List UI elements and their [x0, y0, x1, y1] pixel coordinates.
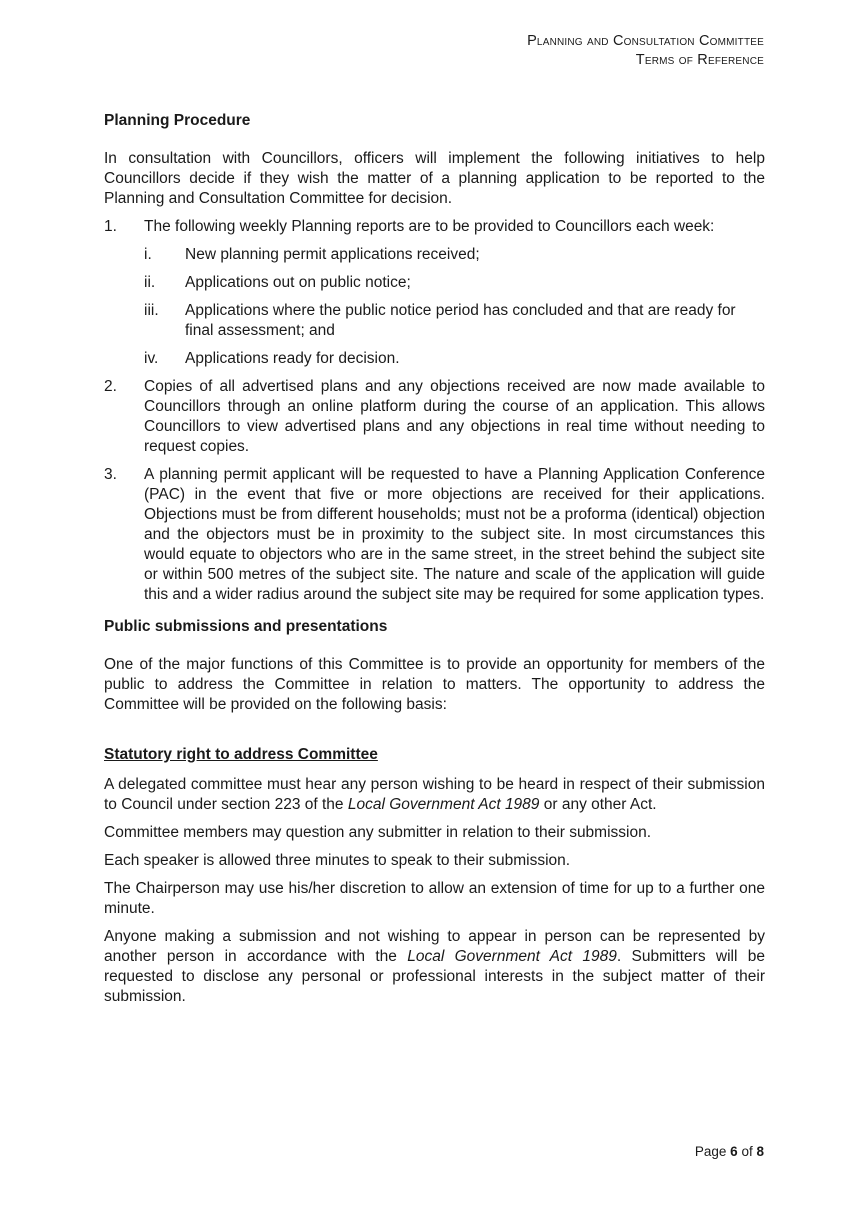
statutory-right-paragraph-5 [104, 927, 765, 1007]
statutory-right-paragraph-3: Each speaker is allowed three minutes to speak to their submission. [104, 852, 571, 869]
paragraph-text: or any other Act. [539, 796, 657, 813]
sub-list-item-text: Applications out on public notice; [185, 274, 411, 291]
list-item-number: 3. [104, 466, 117, 483]
planning-procedure-list [104, 217, 765, 605]
statutory-right-paragraph-1 [104, 775, 765, 815]
sub-list-item-number: iii. [144, 302, 159, 319]
list-item [104, 377, 765, 457]
sub-list-item-number: i. [144, 246, 152, 263]
list-item-text: Copies of all advertised plans and any objections received are now made available to Councillors through an online platform during the course of an application. This allows Councillors to view advertised plans and any objections in real time without needing to request copies. [144, 378, 765, 455]
sub-list-item [144, 245, 765, 265]
sub-list-item-number: ii. [144, 274, 156, 291]
sub-list-item [144, 349, 765, 369]
page-label: Page [694, 1144, 727, 1159]
statutory-right-paragraph-2: Committee members may question any submitter in relation to their submission. [104, 824, 652, 841]
page-header [527, 32, 764, 70]
sub-list-item [144, 273, 765, 293]
page-footer [695, 1144, 764, 1159]
sub-list-item-text: Applications ready for decision. [185, 350, 400, 367]
list-item-text: A planning permit applicant will be requested to have a Planning Application Conference (PAC) in the event that five or more objections are received for their applications. Objections must be from different households; must not be a proforma (identical) objection and the objectors must be in proximity to the subject site. In most circumstances this would equate to objectors who are in the same street, in the street behind the subject site or within 500 metres of the subject site. The nature and scale of the application will guide this and a wider radius around the subject site may be required for some application types. [144, 466, 765, 603]
planning-procedure-intro: In consultation with Councillors, officers will implement the following initiatives to help Councillors decide if they wish the matter of a planning application to be reported to the Planning and Consultation Committee for decision. [104, 150, 765, 207]
current-page-number: 6 [730, 1144, 738, 1159]
section-heading-public-submissions: Public submissions and presentations [104, 618, 388, 635]
header-committee-name: Planning and Consultation Committee [527, 33, 764, 49]
header-document-title: Terms of Reference [635, 52, 764, 68]
paragraph-text: . Submitters will be requested to disclose any personal or professional interests in the subject matter of their submission. [104, 948, 765, 1005]
sub-list-item-text: New planning permit applications received; [185, 246, 480, 263]
act-name: Local Government Act 1989 [407, 948, 617, 965]
section-heading-planning-procedure: Planning Procedure [104, 112, 251, 129]
public-submissions-intro: One of the major functions of this Committee is to provide an opportunity for members of the public to address the Committee in relation to matters. The opportunity to address the Committee will be provided on the following basis: [104, 656, 765, 713]
act-name: Local Government Act 1989 [347, 796, 540, 813]
paragraph-text: A delegated committee must hear any person wishing to be heard in respect of their submission to Council under section 223 of the [104, 776, 765, 813]
sub-list-item-text: Applications where the public notice period has concluded and that are ready for final assessment; and [185, 302, 736, 339]
sub-list-item-number: iv. [144, 350, 159, 367]
statutory-right-paragraph-4: The Chairperson may use his/her discretion to allow an extension of time for up to a further one minute. [104, 880, 765, 917]
list-item [104, 217, 765, 369]
total-page-count: 8 [756, 1144, 764, 1159]
sub-list-item [144, 301, 765, 341]
list-item-text: The following weekly Planning reports are to be provided to Councillors each week: [144, 218, 715, 235]
section-heading-statutory-right: Statutory right to address Committee [104, 746, 378, 763]
document-body [104, 111, 765, 1015]
weekly-reports-sublist [144, 245, 765, 369]
paragraph-text: Anyone making a submission and not wishing to appear in person can be represented by another person in accordance with the [104, 928, 765, 965]
list-item-number: 1. [104, 218, 117, 235]
list-item-number: 2. [104, 378, 117, 395]
page-of-label: of [741, 1144, 753, 1159]
list-item [104, 465, 765, 605]
